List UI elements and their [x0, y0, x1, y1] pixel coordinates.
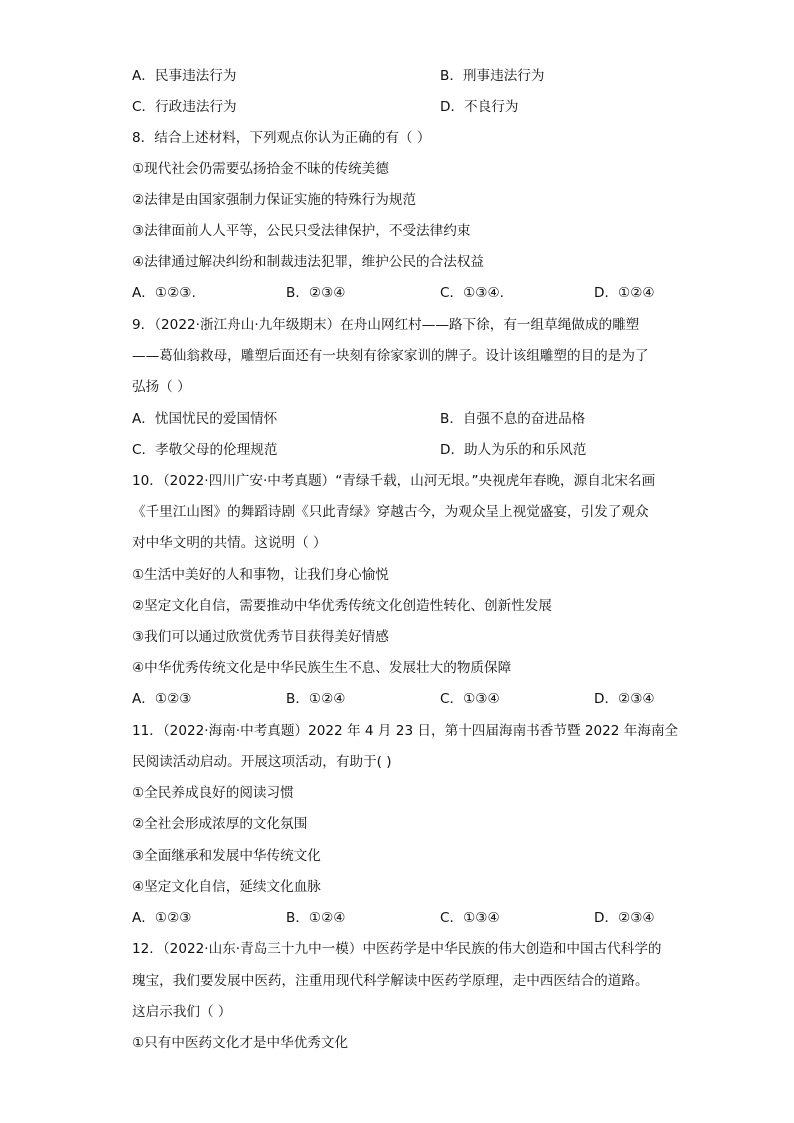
- q10-option-c: C．①③④: [440, 691, 500, 707]
- q9-option-c: C．孝敬父母的伦理规范: [132, 442, 278, 458]
- q10-item-4: ④中华优秀传统文化是中华民族生生不息、发展壮大的物质保障: [132, 660, 512, 676]
- q10-item-3: ③我们可以通过欣赏优秀节目获得美好情感: [132, 629, 389, 645]
- q10-stem-line-2: 《千里江山图》的舞蹈诗剧《只此青绿》穿越古今，为观众呈上视觉盛宴，引发了观众: [132, 504, 649, 520]
- q7-option-d: D．不良行为: [440, 99, 519, 115]
- q9-option-b: B．自强不息的奋进品格: [440, 411, 586, 427]
- q10-option-d: D．②③④: [594, 691, 655, 707]
- q12-item-1: ①只有中医药文化才是中华优秀文化: [132, 1035, 349, 1051]
- q8-stem: 8．结合上述材料，下列观点你认为正确的有（ ）: [132, 130, 431, 146]
- q8-option-a: A．①②③.: [132, 285, 196, 301]
- q10-stem-line-3: 对中华文明的共情。这说明（ ）: [132, 535, 327, 551]
- q11-option-b: B．①②④: [286, 910, 346, 926]
- q8-option-b: B．②③④: [286, 285, 346, 301]
- q9-option-a: A．忧国忧民的爱国情怀: [132, 411, 278, 427]
- q8-item-3: ③法律面前人人平等，公民只受法律保护，不受法律约束: [132, 223, 471, 239]
- q11-option-c: C．①③④: [440, 910, 500, 926]
- q9-stem-line-2: ——葛仙翁救母，雕塑后面还有一块刻有徐家家训的牌子。设计该组雕塑的目的是为了: [132, 348, 649, 364]
- q12-stem-line-1: 12．（2022·山东·青岛三十九中一模）中医药学是中华民族的伟大创造和中国古代科学的: [132, 941, 662, 957]
- q8-item-4: ④法律通过解决纠纷和制裁违法犯罪，维护公民的合法权益: [132, 254, 485, 270]
- q9-stem-line-3: 弘扬（ ）: [132, 379, 191, 395]
- q11-option-a: A．①②③: [132, 910, 192, 926]
- q11-option-d: D．②③④: [594, 910, 655, 926]
- q11-item-4: ④坚定文化自信，延续文化血脉: [132, 879, 321, 895]
- q10-item-1: ①生活中美好的人和事物，让我们身心愉悦: [132, 567, 389, 583]
- q11-stem-line-2: 民阅读活动启动。开展这项活动，有助于( ): [132, 754, 392, 770]
- q7-option-b: B．刑事违法行为: [440, 68, 545, 84]
- q10-stem-line-1: 10．（2022·四川广安·中考真题）“青绿千载，山河无垠。”央视虎年春晚，源自北宋名画: [132, 473, 656, 489]
- q8-item-1: ①现代社会仍需要弘扬拾金不昧的传统美德: [132, 161, 389, 177]
- q8-option-d: D．①②④: [594, 285, 655, 301]
- q8-option-c: C．①③④.: [440, 285, 504, 301]
- q11-item-2: ②全社会形成浓厚的文化氛围: [132, 816, 308, 832]
- q11-item-3: ③全面继承和发展中华传统文化: [132, 848, 321, 864]
- q7-option-c: C．行政违法行为: [132, 99, 237, 115]
- q7-option-a: A．民事违法行为: [132, 68, 237, 84]
- q10-option-b: B．①②④: [286, 691, 346, 707]
- q10-option-a: A．①②③: [132, 691, 192, 707]
- q11-stem-line-1: 11．（2022·海南·中考真题）2022 年 4 月 23 日，第十四届海南书香节暨 2022 年海南全: [132, 723, 679, 739]
- q9-stem-line-1: 9．（2022·浙江舟山·九年级期末）在舟山网红村——路下徐，有一组草绳做成的雕塑: [132, 317, 640, 333]
- q9-option-d: D．助人为乐的和乐风范: [440, 442, 587, 458]
- q11-item-1: ①全民养成良好的阅读习惯: [132, 785, 294, 801]
- q8-item-2: ②法律是由国家强制力保证实施的特殊行为规范: [132, 192, 417, 208]
- q12-stem-line-3: 这启示我们（ ）: [132, 1004, 232, 1020]
- q12-stem-line-2: 瑰宝，我们要发展中医药，注重用现代科学解读中医药学原理，走中西医结合的道路。: [132, 973, 649, 989]
- q10-item-2: ②坚定文化自信，需要推动中华优秀传统文化创造性转化、创新性发展: [132, 598, 552, 614]
